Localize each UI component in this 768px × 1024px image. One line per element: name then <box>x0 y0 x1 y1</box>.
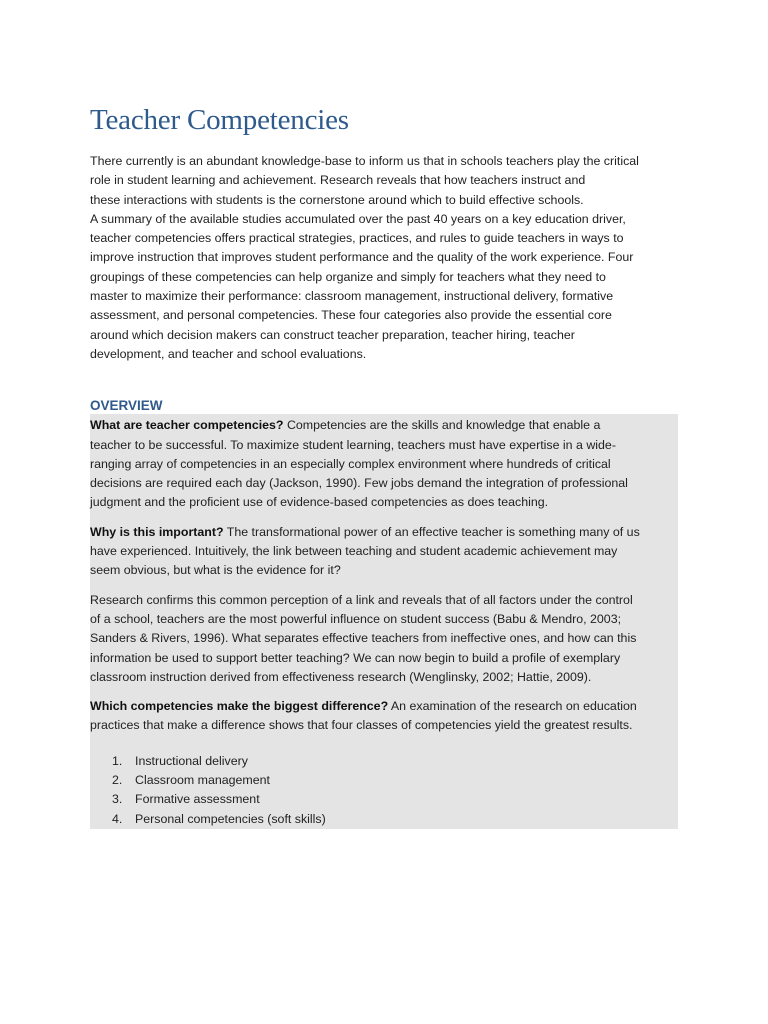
intro-line: There currently is an abundant knowledge-base to inform us that in schools teachers play the critical <box>90 154 639 168</box>
question-paragraph-importance <box>90 523 678 581</box>
list-label: Personal competencies (soft skills) <box>135 811 326 826</box>
research-line: of a school, teachers are the most powerful influence on student success (Babu & Mendro, 2003; <box>90 611 622 626</box>
answer-text: ranging array of competencies in an especially complex environment where hundreds of critical <box>90 456 611 471</box>
question-label: What are teacher competencies? <box>90 418 284 433</box>
answer-text: teacher to be successful. To maximize student learning, teachers must have expertise in a wide- <box>90 437 616 452</box>
overview-box <box>90 414 678 829</box>
list-label: Formative assessment <box>135 792 260 807</box>
list-number: 2. <box>112 773 123 788</box>
intro-line: around which decision makers can construct teacher preparation, teacher hiring, teacher <box>90 327 575 342</box>
intro-line: master to maximize their performance: classroom management, instructional delivery, formative <box>90 289 614 304</box>
question-label: Which competencies make the biggest difference? <box>90 699 389 714</box>
research-line: classroom instruction derived from effectiveness research (Wenglinsky, 2002; Hattie, 2009). <box>90 669 592 684</box>
answer-text: practices that make a difference shows that four classes of competencies yield the greatest results. <box>90 718 633 733</box>
intro-paragraph <box>90 152 680 364</box>
overview-heading: OVERVIEW <box>90 398 163 414</box>
research-line: information be used to support better teaching? We can now begin to build a profile of exemplary <box>90 650 621 665</box>
research-paragraph <box>90 591 678 687</box>
list-item <box>90 790 678 809</box>
intro-line: development, and teacher and school evaluations. <box>90 346 367 361</box>
intro-line: these interactions with students is the cornerstone around which to build effective schools. <box>90 192 584 207</box>
competency-list <box>90 752 678 829</box>
question-label: Why is this important? <box>90 524 224 539</box>
answer-text: have experienced. Intuitively, the link between teaching and student academic achievement may <box>90 544 618 559</box>
list-number: 1. <box>112 753 123 768</box>
intro-line: improve instruction that improves student performance and the quality of the work experience. Four <box>90 250 634 265</box>
intro-line: A summary of the available studies accumulated over the past 40 years on a key education driver, <box>90 211 626 226</box>
document-page <box>90 100 680 829</box>
answer-text: The transformational power of an effective teacher is something many of us <box>223 524 640 539</box>
answer-text: An examination of the research on education <box>388 699 637 714</box>
research-line: Sanders & Rivers, 1996). What separates effective teachers from ineffective ones, and how can this <box>90 631 637 646</box>
intro-line: assessment, and personal competencies. These four categories also provide the essential core <box>90 308 612 323</box>
answer-text: judgment and the proficient use of evidence-based competencies as does teaching. <box>90 495 549 510</box>
list-label: Classroom management <box>135 773 270 788</box>
research-line: Research confirms this common perception of a link and reveals that of all factors under the control <box>90 592 633 607</box>
list-number: 3. <box>112 792 123 807</box>
intro-line: teacher competencies offers practical strategies, practices, and rules to guide teachers in ways to <box>90 231 624 246</box>
question-paragraph-competencies <box>90 416 678 512</box>
list-label: Instructional delivery <box>135 753 248 768</box>
list-item <box>90 810 678 829</box>
answer-text: seem obvious, but what is the evidence for it? <box>90 563 341 578</box>
page-title: Teacher Competencies <box>90 104 349 136</box>
answer-text: Competencies are the skills and knowledge that enable a <box>283 418 601 433</box>
answer-text: decisions are required each day (Jackson, 1990). Few jobs demand the integration of professional <box>90 476 628 491</box>
list-item <box>90 752 678 771</box>
intro-line: role in student learning and achievement. Research reveals that how teachers instruct and <box>90 173 586 188</box>
list-number: 4. <box>112 811 123 826</box>
question-paragraph-difference <box>90 697 678 736</box>
list-item <box>90 771 678 790</box>
intro-line: groupings of these competencies can help organize and simply for teachers what they need to <box>90 269 606 284</box>
